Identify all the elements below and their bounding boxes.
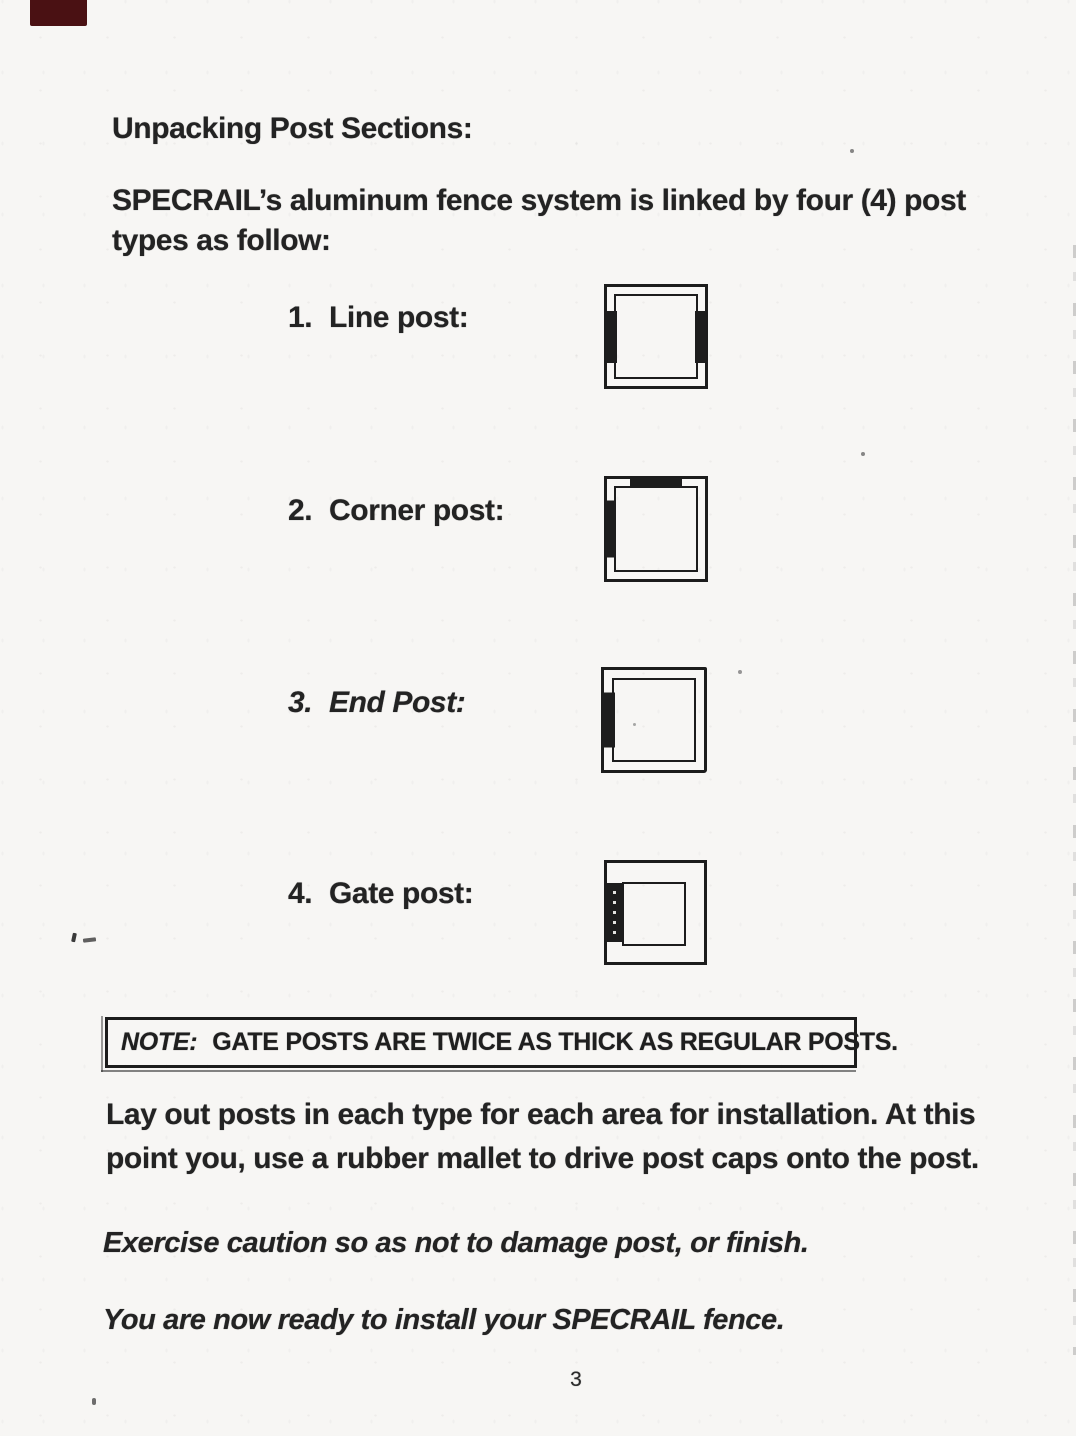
- rail-connector-left: [606, 883, 623, 942]
- note-text: GATE POSTS ARE TWICE AS THICK AS REGULAR POSTS.: [212, 1028, 898, 1056]
- intro-line-1: SPECRAIL’s aluminum fence system is linked by four (4) post: [112, 184, 966, 217]
- post-item-number: 2.: [288, 494, 313, 527]
- rail-connector-right: [695, 311, 706, 363]
- line-post-diagram: [604, 284, 708, 389]
- intro-line-2: types as follow:: [112, 224, 331, 257]
- rail-connector-left: [606, 501, 616, 558]
- gate-post-diagram: [604, 860, 707, 965]
- scan-speck: [861, 452, 865, 456]
- rail-connector-left: [606, 311, 617, 363]
- scan-speck: [850, 149, 854, 153]
- scan-speck: [613, 891, 616, 935]
- post-item-number: 3.: [288, 686, 313, 719]
- caution-line: Exercise caution so as not to damage post, or finish.: [103, 1227, 809, 1259]
- post-item-number: 4.: [288, 877, 313, 910]
- post-item-end: [288, 686, 465, 720]
- ink-smudge: [83, 937, 96, 942]
- instruction-line-2: point you, use a rubber mallet to drive post caps onto the post.: [106, 1142, 979, 1175]
- note-prefix: NOTE:: [121, 1028, 198, 1056]
- post-item-label: Corner post:: [329, 494, 505, 527]
- rail-connector-left: [601, 693, 615, 748]
- post-inner-wall: [614, 294, 698, 379]
- post-item-label: End Post:: [329, 686, 466, 719]
- note-box: [105, 1017, 898, 1068]
- instruction-paragraph: [106, 1093, 979, 1181]
- intro-paragraph: [112, 181, 966, 261]
- post-inner-wall: [622, 882, 686, 946]
- instruction-line-1: Lay out posts in each type for each area for installation. At this: [106, 1098, 976, 1131]
- post-item-line: [288, 301, 468, 335]
- post-item-gate: [288, 877, 473, 911]
- scan-artifact-red-mark: [30, 0, 87, 26]
- corner-post-diagram: [604, 476, 708, 582]
- post-inner-wall: [612, 678, 696, 762]
- post-item-label: Gate post:: [329, 877, 474, 910]
- scan-speck: [92, 1398, 96, 1405]
- page-number: 3: [570, 1368, 582, 1391]
- ready-line: You are now ready to install your SPECRAIL fence.: [103, 1304, 785, 1336]
- post-inner-wall: [614, 486, 698, 572]
- rail-connector-top: [630, 478, 682, 488]
- scan-speck: [738, 670, 742, 674]
- ink-smudge: [71, 933, 77, 943]
- section-heading: Unpacking Post Sections:: [112, 112, 473, 145]
- end-post-diagram: [601, 667, 707, 773]
- post-item-number: 1.: [288, 301, 313, 334]
- post-item-label: Line post:: [329, 301, 469, 334]
- post-item-corner: [288, 494, 504, 528]
